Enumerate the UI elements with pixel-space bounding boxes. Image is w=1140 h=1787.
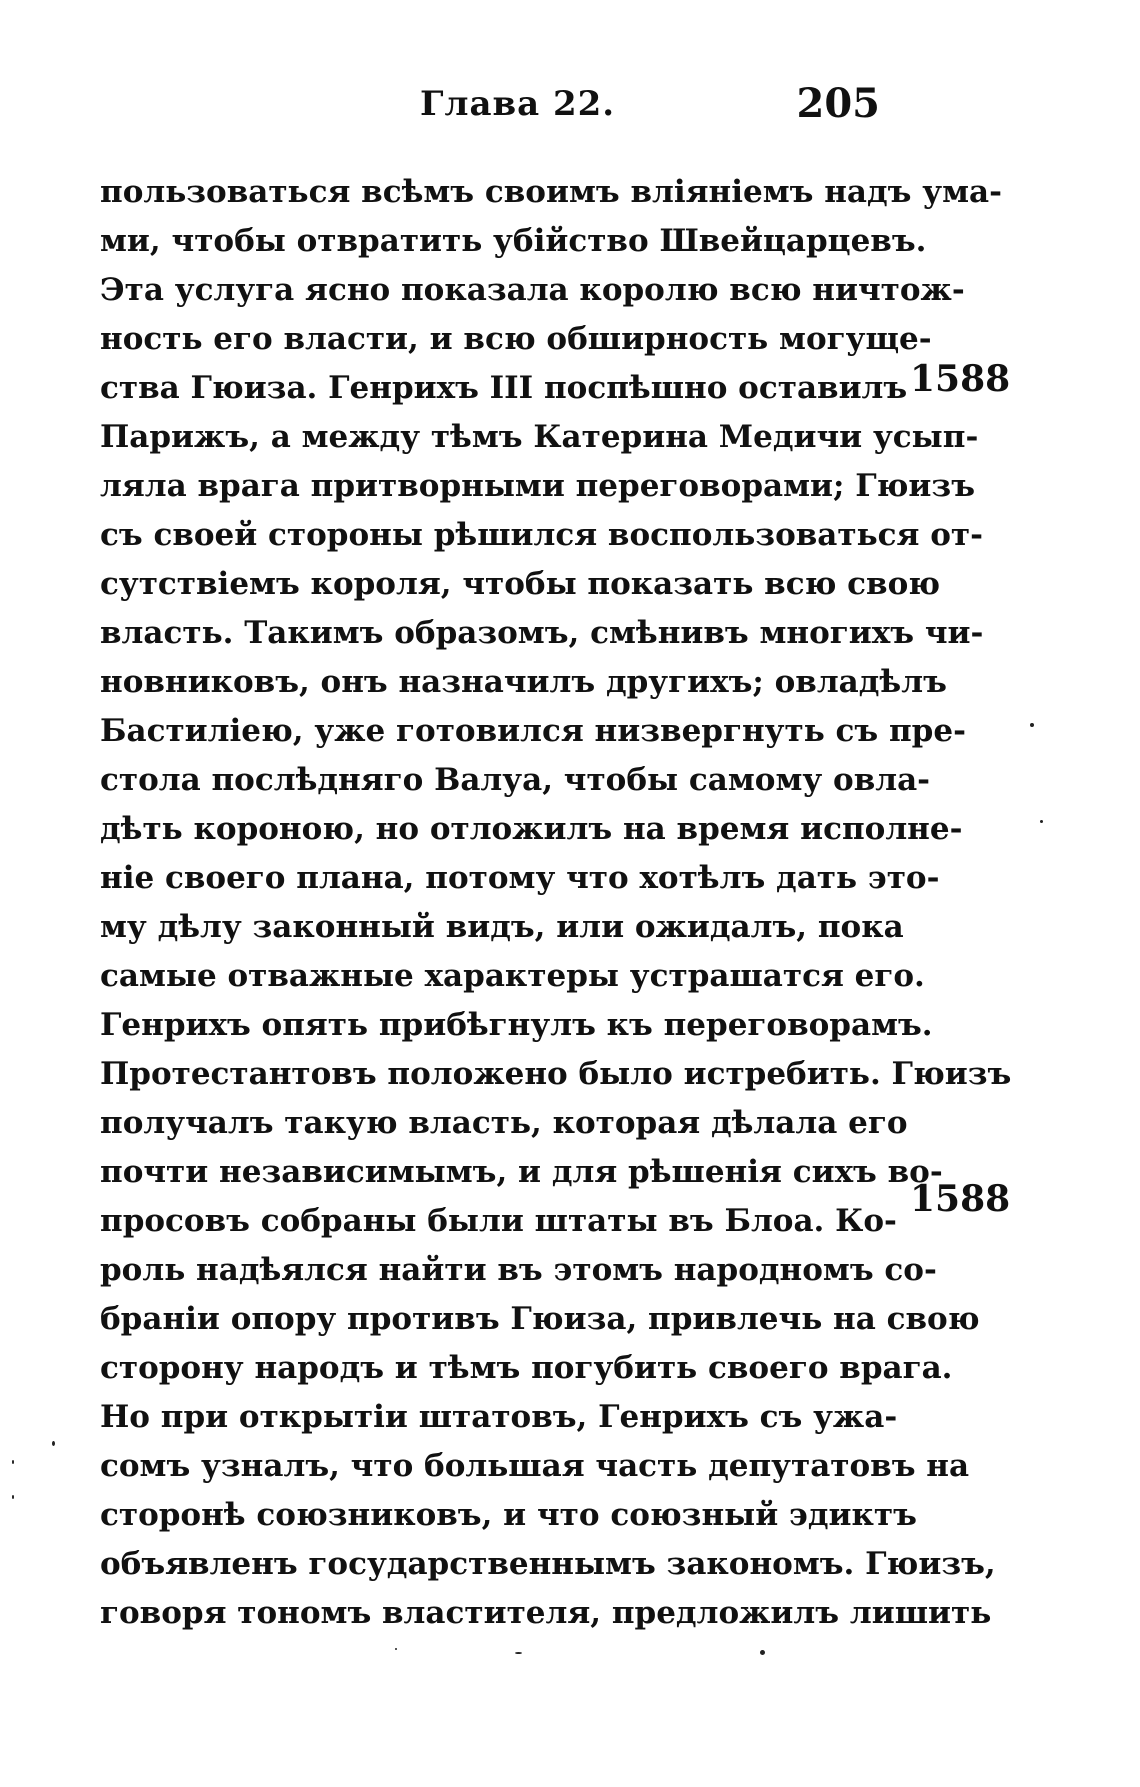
- text-line: сомъ узналъ, что большая часть депутатовъ на: [100, 1448, 970, 1484]
- text-line: стола послѣдняго Валуа, чтобы самому овла-: [100, 762, 931, 798]
- text-line: съ своей стороны рѣшился воспользоваться от-: [100, 517, 983, 553]
- chapter-title: Глава 22.: [420, 84, 616, 124]
- scan-speck: [12, 1460, 14, 1464]
- text-line: объявленъ государственнымъ закономъ. Гюизъ,: [100, 1546, 996, 1582]
- margin-year-note: 1588: [910, 358, 1011, 400]
- text-line: сутствіемъ короля, чтобы показать всю свою: [100, 566, 941, 602]
- text-line: Бастиліею, уже готовился низвергнуть съ пре-: [100, 713, 966, 749]
- text-line: браніи опору противъ Гюиза, привлечь на свою: [100, 1301, 980, 1337]
- scan-speck: [1030, 723, 1034, 727]
- scan-speck: [395, 1648, 397, 1650]
- text-line: роль надѣялся найти въ этомъ народномъ со-: [100, 1252, 937, 1288]
- margin-year-note: 1588: [910, 1178, 1011, 1220]
- text-line: Эта услуга ясно показала королю всю ничтож-: [100, 272, 965, 308]
- text-line: Парижъ, а между тѣмъ Катерина Медичи усып-: [100, 419, 979, 455]
- text-line: сторону народъ и тѣмъ погубить своего врага.: [100, 1350, 953, 1386]
- text-line: Протестантовъ положено было истребить. Гюизъ: [100, 1056, 1012, 1092]
- text-line: новниковъ, онъ назначилъ другихъ; овладѣлъ: [100, 664, 947, 700]
- scan-speck: [12, 1495, 14, 1499]
- text-line: пользоваться всѣмъ своимъ вліяніемъ надъ ума-: [100, 174, 1002, 210]
- scan-speck: [515, 1652, 522, 1654]
- page-number: 205: [796, 80, 880, 127]
- scan-speck: [760, 1650, 765, 1655]
- text-line: просовъ собраны были штаты въ Блоа. Ко-: [100, 1203, 897, 1239]
- running-head: [100, 80, 880, 140]
- text-line: ства Гюиза. Генрихъ III поспѣшно оставилъ: [100, 370, 908, 406]
- text-line: Генрихъ опять прибѣгнулъ къ переговорамъ.: [100, 1007, 933, 1043]
- text-line: дѣть короною, но отложилъ на время исполне-: [100, 811, 963, 847]
- text-line: ность его власти, и всю обширность могуще-: [100, 321, 932, 357]
- text-line: му дѣлу законный видъ, или ожидалъ, пока: [100, 909, 904, 945]
- text-line: власть. Такимъ образомъ, смѣнивъ многихъ чи-: [100, 615, 984, 651]
- text-line: сторонѣ союзниковъ, и что союзный эдиктъ: [100, 1497, 917, 1533]
- scan-speck: [52, 1441, 55, 1446]
- text-line: получалъ такую власть, которая дѣлала его: [100, 1105, 908, 1141]
- text-line: ляла врага притворными переговорами; Гюизъ: [100, 468, 975, 504]
- text-line: ніе своего плана, потому что хотѣлъ дать это-: [100, 860, 940, 896]
- text-line: Но при открытіи штатовъ, Генрихъ съ ужа-: [100, 1399, 898, 1435]
- text-line: почти независимымъ, и для рѣшенія сихъ во-: [100, 1154, 943, 1190]
- text-line: самые отважные характеры устрашатся его.: [100, 958, 925, 994]
- scan-speck: [1040, 820, 1043, 823]
- text-line: говоря тономъ властителя, предложилъ лишить: [100, 1595, 992, 1631]
- text-line: ми, чтобы отвратить убійство Швейцарцевъ.: [100, 223, 927, 259]
